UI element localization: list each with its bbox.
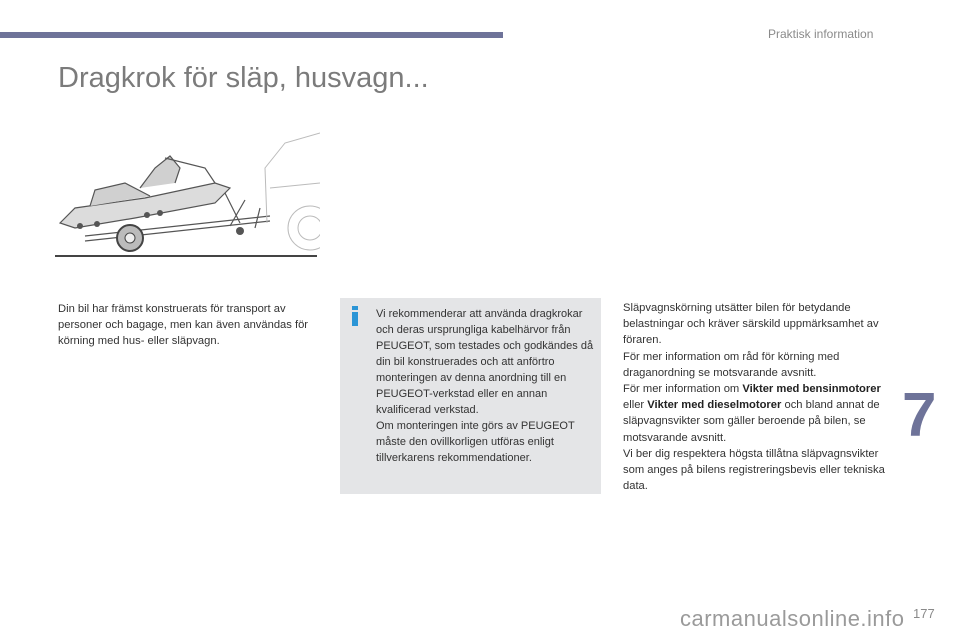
info-icon: [352, 306, 358, 326]
page-number: 177: [913, 606, 935, 621]
section-title: Praktisk information: [768, 27, 874, 41]
paragraph: Släpvagnskörning utsätter bilen för betydande belastningar och kräver särskild uppmärksamhet av föraren.: [623, 302, 879, 347]
text: För mer information om: [623, 383, 743, 396]
paragraph: [623, 381, 893, 446]
intro-text: Din bil har främst konstruerats för transport av personer och bagage, men kan även användas för körning med hus- eller släpvagn.: [58, 303, 309, 347]
watermark: carmanualsonline.info: [680, 606, 905, 631]
page-title: Dragkrok för släp, husvagn...: [58, 62, 429, 94]
paragraph: Vi ber dig respektera högsta tillåtna släpvagnsvikter som anges på bilens registreringsbevis eller tekniska data.: [623, 447, 885, 493]
paragraph: För mer information om råd för körning med draganordning se motsvarande avsnitt.: [623, 350, 840, 379]
weights-petrol-ref: Vikter med bensinmotorer: [742, 383, 881, 396]
trailer-with-jetski-illustration: [55, 128, 320, 260]
info-box: [340, 298, 601, 494]
info-paragraph: Om monteringen inte görs av PEUGEOT måste den ovillkorligen utföras enligt tillverkarens rekommendationer.: [376, 420, 575, 464]
info-paragraph: Vi rekommenderar att använda dragkrokar och deras ursprungliga kabelhärvor från PEUGEOT, som testades och godkändes då din bil konstruerades och att anförtro monteringen av denna anordning till en PEUGEOT-verkstad eller en annan kvalificerad verkstad.: [376, 308, 594, 416]
text: eller: [623, 399, 648, 412]
header-accent-bar: [0, 32, 503, 38]
towing-text: [623, 300, 893, 494]
weights-diesel-ref: Vikter med dieselmotorer: [647, 399, 782, 412]
text: och bland annat de släpvagnsvikter som gäller beroende på bilen, se motsvarande avsnitt.: [623, 399, 880, 444]
chapter-number: 7: [902, 381, 937, 450]
